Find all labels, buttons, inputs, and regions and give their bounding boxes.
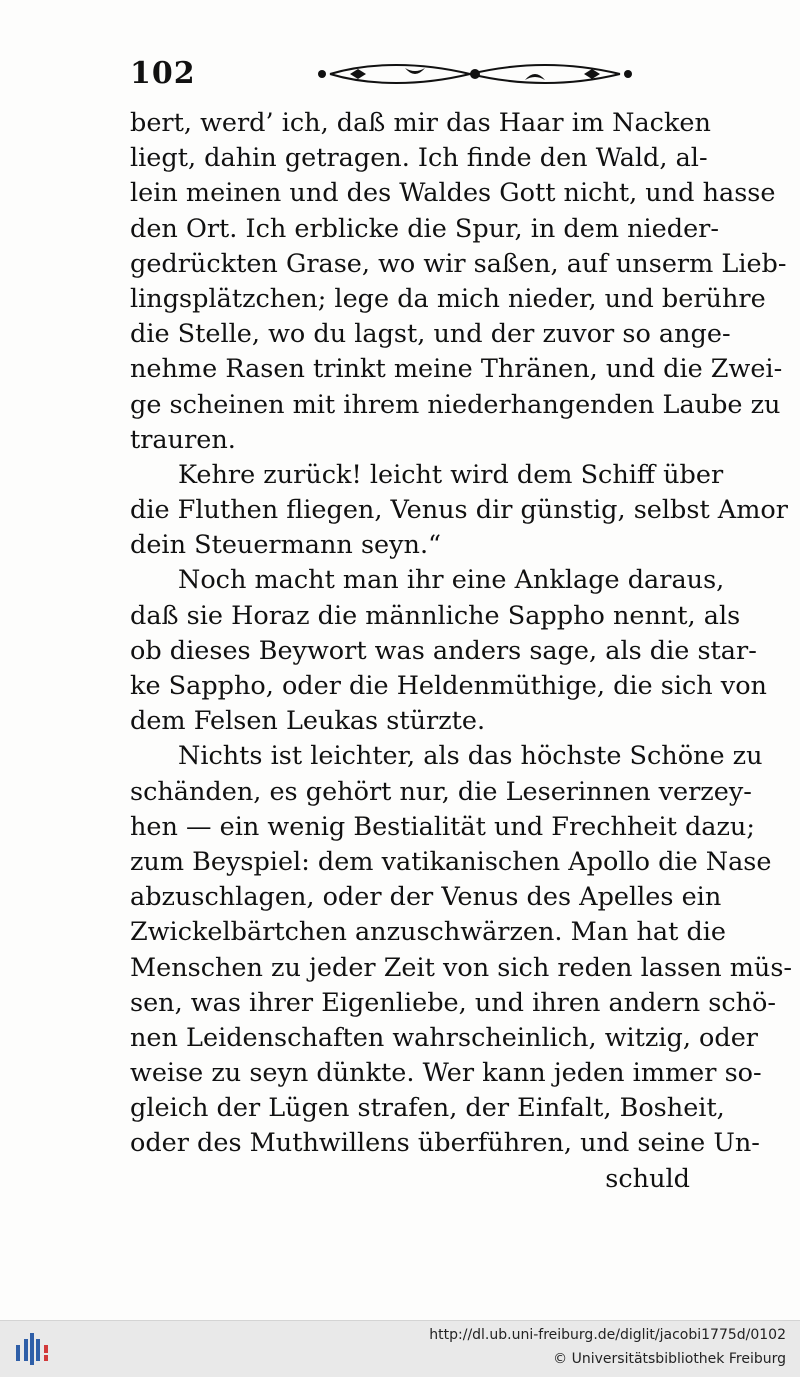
- text-line: lein meinen und des Waldes Gott nicht, und hasse: [130, 178, 776, 209]
- text-line: sen, was ihrer Eigenliebe, und ihren andern schö-: [130, 987, 777, 1018]
- text-line: oder des Muthwillens überführen, und seine Un-: [130, 1128, 760, 1159]
- text-line: dein Steuermann seyn.“: [130, 530, 442, 561]
- page-text: [130, 106, 793, 1197]
- source-url-link[interactable]: http://dl.ub.uni-freiburg.de/diglit/jacobi1775d/0102: [429, 1327, 786, 1343]
- page-header: [130, 52, 690, 96]
- text-line: ke Sappho, oder die Heldenmüthige, die sich von: [130, 671, 767, 701]
- floral-ornament-icon: [310, 60, 640, 88]
- text-line: Noch macht man ihr eine Anklage daraus,: [178, 565, 725, 596]
- text-line: bert, werd’ ich, daß mir das Haar im Nacken: [130, 108, 711, 138]
- text-line: dem Felsen Leukas stürzte.: [130, 706, 486, 737]
- text-line: daß sie Horaz die männliche Sappho nennt, als: [130, 600, 741, 631]
- text-line: Kehre zurück! leicht wird dem Schiff über: [178, 459, 724, 490]
- text-line: Zwickelbärtchen anzuschwärzen. Man hat die: [130, 917, 727, 948]
- page-number: 102: [130, 56, 196, 91]
- text-line: den Ort. Ich erblicke die Spur, in dem nieder-: [130, 213, 719, 244]
- text-line: weise zu seyn dünkte. Wer kann jeden immer so-: [130, 1058, 762, 1089]
- text-line: nen Leidenschaften wahrscheinlich, witzig, oder: [130, 1022, 758, 1053]
- text-line: gedrückten Grase, wo wir saßen, auf unserm Lieb-: [130, 248, 787, 279]
- text-line: abzuschlagen, oder der Venus des Apelles ein: [130, 882, 722, 913]
- text-line: hen — ein wenig Bestialität und Frechheit dazu;: [130, 811, 755, 842]
- text-line: gleich der Lügen strafen, der Einfalt, Bosheit,: [130, 1093, 725, 1124]
- text-line: schuld: [605, 1163, 690, 1194]
- text-line: liegt, dahin getragen. Ich finde den Wald, al-: [130, 143, 708, 174]
- text-line: die Stelle, wo du lagst, und der zuvor so ange-: [130, 319, 731, 350]
- text-line: zum Beyspiel: dem vatikanischen Apollo die Nase: [130, 846, 772, 877]
- text-line: trauren.: [130, 424, 236, 455]
- text-line: nehme Rasen trinkt meine Thränen, und die Zwei-: [130, 354, 783, 385]
- text-line: Nichts ist leichter, als das höchste Schöne zu: [178, 741, 763, 772]
- text-line: die Fluthen fliegen, Venus dir günstig, selbst Amor: [130, 495, 788, 526]
- copyright-text: © Universitätsbibliothek Freiburg: [553, 1351, 786, 1367]
- text-line: schänden, es gehört nur, die Leserinnen verzey-: [130, 776, 752, 807]
- viewer-footer: [0, 1320, 800, 1377]
- text-line: ge scheinen mit ihrem niederhangenden Laube zu: [130, 389, 781, 420]
- library-logo-icon: [12, 1329, 52, 1369]
- text-line: lingsplätzchen; lege da mich nieder, und berühre: [130, 283, 766, 314]
- text-line: ob dieses Beywort was anders sage, als die star-: [130, 635, 757, 666]
- text-line: Menschen zu jeder Zeit von sich reden lassen müs-: [130, 952, 793, 983]
